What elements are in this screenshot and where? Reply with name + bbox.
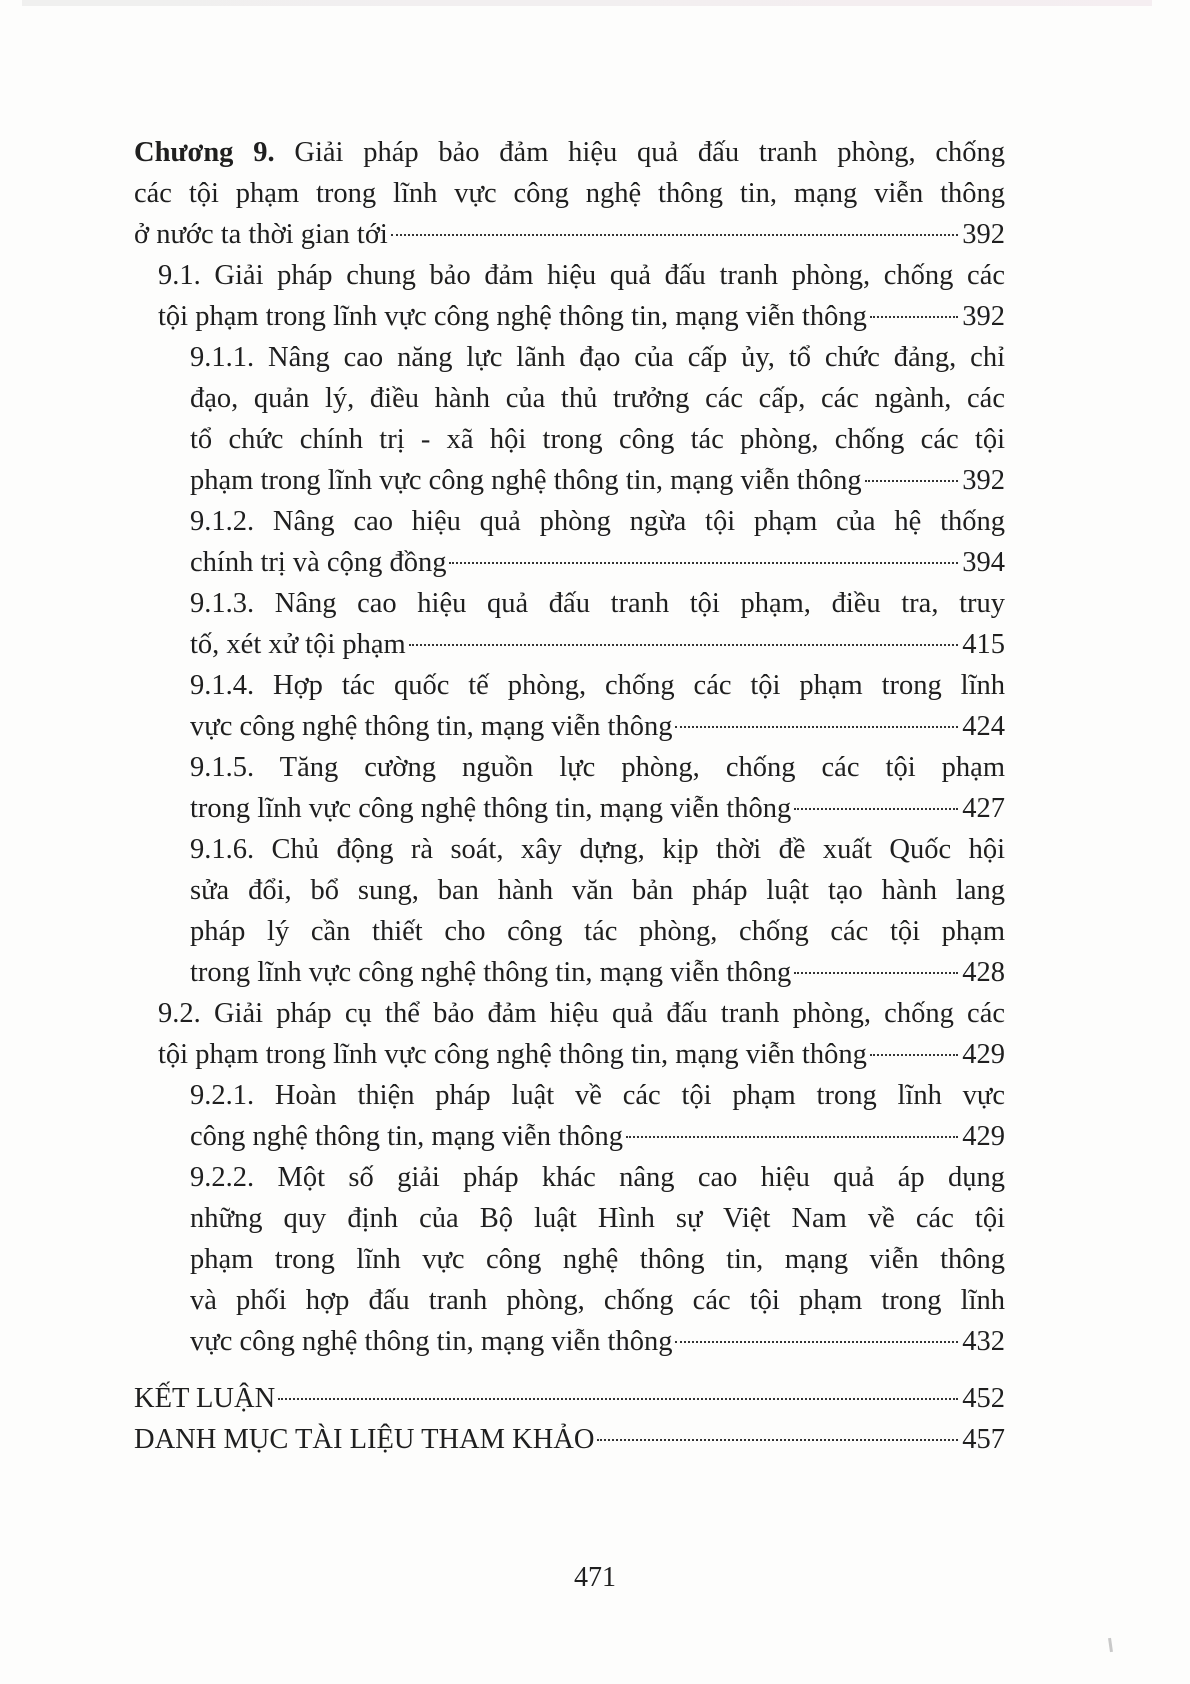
toc-entry-9-1[interactable]: [134, 255, 1005, 337]
toc-page-number: 428: [962, 957, 1005, 988]
toc-line: 9.1.5. Tăng cường nguồn lực phòng, chống các tội phạm: [190, 752, 1005, 783]
toc-last-line: [190, 542, 1005, 583]
toc-last-line: [158, 1034, 1005, 1075]
toc-line: 9.1.6. Chủ động rà soát, xây dựng, kịp thời đề xuất Quốc hội: [190, 834, 1005, 865]
toc-line-text: tội phạm trong lĩnh vực công nghệ thông tin, mạng viễn thông: [158, 1039, 867, 1070]
dot-leader: [870, 316, 958, 318]
toc-line-text: Giải pháp bảo đảm hiệu quả đấu tranh phòng, chống: [294, 137, 1006, 168]
toc-last-line: [158, 296, 1005, 337]
toc-page-number: 429: [962, 1039, 1005, 1070]
toc-last-line: [190, 788, 1005, 829]
toc-line: và phối hợp đấu tranh phòng, chống các tội phạm trong lĩnh: [190, 1285, 1005, 1316]
dot-leader: [794, 972, 958, 974]
toc-last-line: [190, 624, 1005, 665]
toc-entry-9-2[interactable]: [134, 993, 1005, 1075]
toc-last-line: [190, 1321, 1005, 1362]
toc-line-text: công nghệ thông tin, mạng viễn thông: [190, 1121, 623, 1152]
toc-line-text: ở nước ta thời gian tới: [134, 219, 388, 250]
dot-leader: [675, 726, 958, 728]
toc-line: 9.1.4. Hợp tác quốc tế phòng, chống các tội phạm trong lĩnh: [190, 670, 1005, 701]
toc-line: các tội phạm trong lĩnh vực công nghệ thông tin, mạng viễn thông: [134, 178, 1005, 209]
toc-entry-9-1-3[interactable]: [134, 583, 1005, 665]
toc-line: 9.2.1. Hoàn thiện pháp luật về các tội phạm trong lĩnh vực: [190, 1080, 1005, 1111]
toc-page-number: 392: [962, 465, 1005, 496]
toc-page-number: 452: [962, 1383, 1005, 1414]
toc-entry-references[interactable]: [134, 1419, 1005, 1460]
toc-last-line: [190, 1116, 1005, 1157]
toc-entry-9-2-2[interactable]: [134, 1157, 1005, 1362]
dot-leader: [449, 562, 958, 564]
toc-line: sửa đổi, bổ sung, ban hành văn bản pháp luật tạo hành lang: [190, 875, 1005, 906]
page-number: 471: [574, 1562, 616, 1593]
toc-line-text: trong lĩnh vực công nghệ thông tin, mạng viễn thông: [190, 793, 792, 824]
toc-page-number: 415: [962, 629, 1005, 660]
toc-line: phạm trong lĩnh vực công nghệ thông tin, mạng viễn thông: [190, 1244, 1005, 1275]
toc-line: 9.2. Giải pháp cụ thể bảo đảm hiệu quả đấu tranh phòng, chống các: [158, 998, 1005, 1029]
spacer: [134, 1362, 1005, 1378]
dot-leader: [794, 808, 958, 810]
toc-last-line: [134, 214, 1005, 255]
chapter-label: Chương 9.: [134, 137, 275, 168]
toc-entry-9-2-1[interactable]: [134, 1075, 1005, 1157]
dot-leader: [675, 1341, 958, 1343]
toc-line: [134, 132, 1005, 173]
toc-line: tổ chức chính trị - xã hội trong công tác phòng, chống các tội: [190, 424, 1005, 455]
toc-page-number: 392: [962, 301, 1005, 332]
toc-line: 9.2.2. Một số giải pháp khác nâng cao hiệu quả áp dụng: [190, 1162, 1005, 1193]
dot-leader: [865, 480, 959, 482]
table-of-contents: [134, 132, 1005, 1460]
toc-line-text: trong lĩnh vực công nghệ thông tin, mạng viễn thông: [190, 957, 792, 988]
toc-page-number: 424: [962, 711, 1005, 742]
dot-leader: [278, 1398, 958, 1400]
toc-line: đạo, quản lý, điều hành của thủ trưởng các cấp, các ngành, các: [190, 383, 1005, 414]
dot-leader: [409, 644, 959, 646]
toc-line: những quy định của Bộ luật Hình sự Việt Nam về các tội: [190, 1203, 1005, 1234]
toc-page-number: 394: [962, 547, 1005, 578]
toc-line: 9.1.2. Nâng cao hiệu quả phòng ngừa tội phạm của hệ thống: [190, 506, 1005, 537]
dot-leader: [870, 1054, 958, 1056]
toc-line-text: phạm trong lĩnh vực công nghệ thông tin, mạng viễn thông: [190, 465, 862, 496]
toc-line: 9.1.1. Nâng cao năng lực lãnh đạo của cấp ủy, tổ chức đảng, chỉ: [190, 342, 1005, 373]
toc-line-text: tố, xét xử tội phạm: [190, 629, 406, 660]
toc-line: 9.1.3. Nâng cao hiệu quả đấu tranh tội phạm, điều tra, truy: [190, 588, 1005, 619]
toc-line-text: KẾT LUẬN: [134, 1383, 276, 1414]
dot-leader: [626, 1136, 958, 1138]
toc-entry-9-1-6[interactable]: [134, 829, 1005, 993]
toc-page-number: 427: [962, 793, 1005, 824]
toc-entry-9-1-2[interactable]: [134, 501, 1005, 583]
toc-last-line: [190, 706, 1005, 747]
toc-entry-9-1-1[interactable]: [134, 337, 1005, 501]
toc-line-text: DANH MỤC TÀI LIỆU THAM KHẢO: [134, 1424, 595, 1455]
toc-line-text: vực công nghệ thông tin, mạng viễn thông: [190, 711, 673, 742]
dot-leader: [597, 1439, 958, 1441]
dot-leader: [391, 234, 958, 236]
toc-line: 9.1. Giải pháp chung bảo đảm hiệu quả đấu tranh phòng, chống các: [158, 260, 1005, 291]
toc-last-line: [134, 1378, 1005, 1419]
toc-page-number: 392: [962, 219, 1005, 250]
toc-entry-conclusion[interactable]: [134, 1378, 1005, 1419]
toc-last-line: [190, 952, 1005, 993]
toc-page-number: 429: [962, 1121, 1005, 1152]
toc-line-text: vực công nghệ thông tin, mạng viễn thông: [190, 1326, 673, 1357]
scan-mark: [1108, 1638, 1113, 1652]
toc-line-text: tội phạm trong lĩnh vực công nghệ thông tin, mạng viễn thông: [158, 301, 867, 332]
toc-line: pháp lý cần thiết cho công tác phòng, chống các tội phạm: [190, 916, 1005, 947]
toc-entry-9-1-5[interactable]: [134, 747, 1005, 829]
toc-page-number: 457: [962, 1424, 1005, 1455]
toc-entry-9-1-4[interactable]: [134, 665, 1005, 747]
toc-last-line: [134, 1419, 1005, 1460]
toc-last-line: [190, 460, 1005, 501]
toc-page-number: 432: [962, 1326, 1005, 1357]
toc-line-text: chính trị và cộng đồng: [190, 547, 447, 578]
toc-entry-chapter-9[interactable]: [134, 132, 1005, 255]
